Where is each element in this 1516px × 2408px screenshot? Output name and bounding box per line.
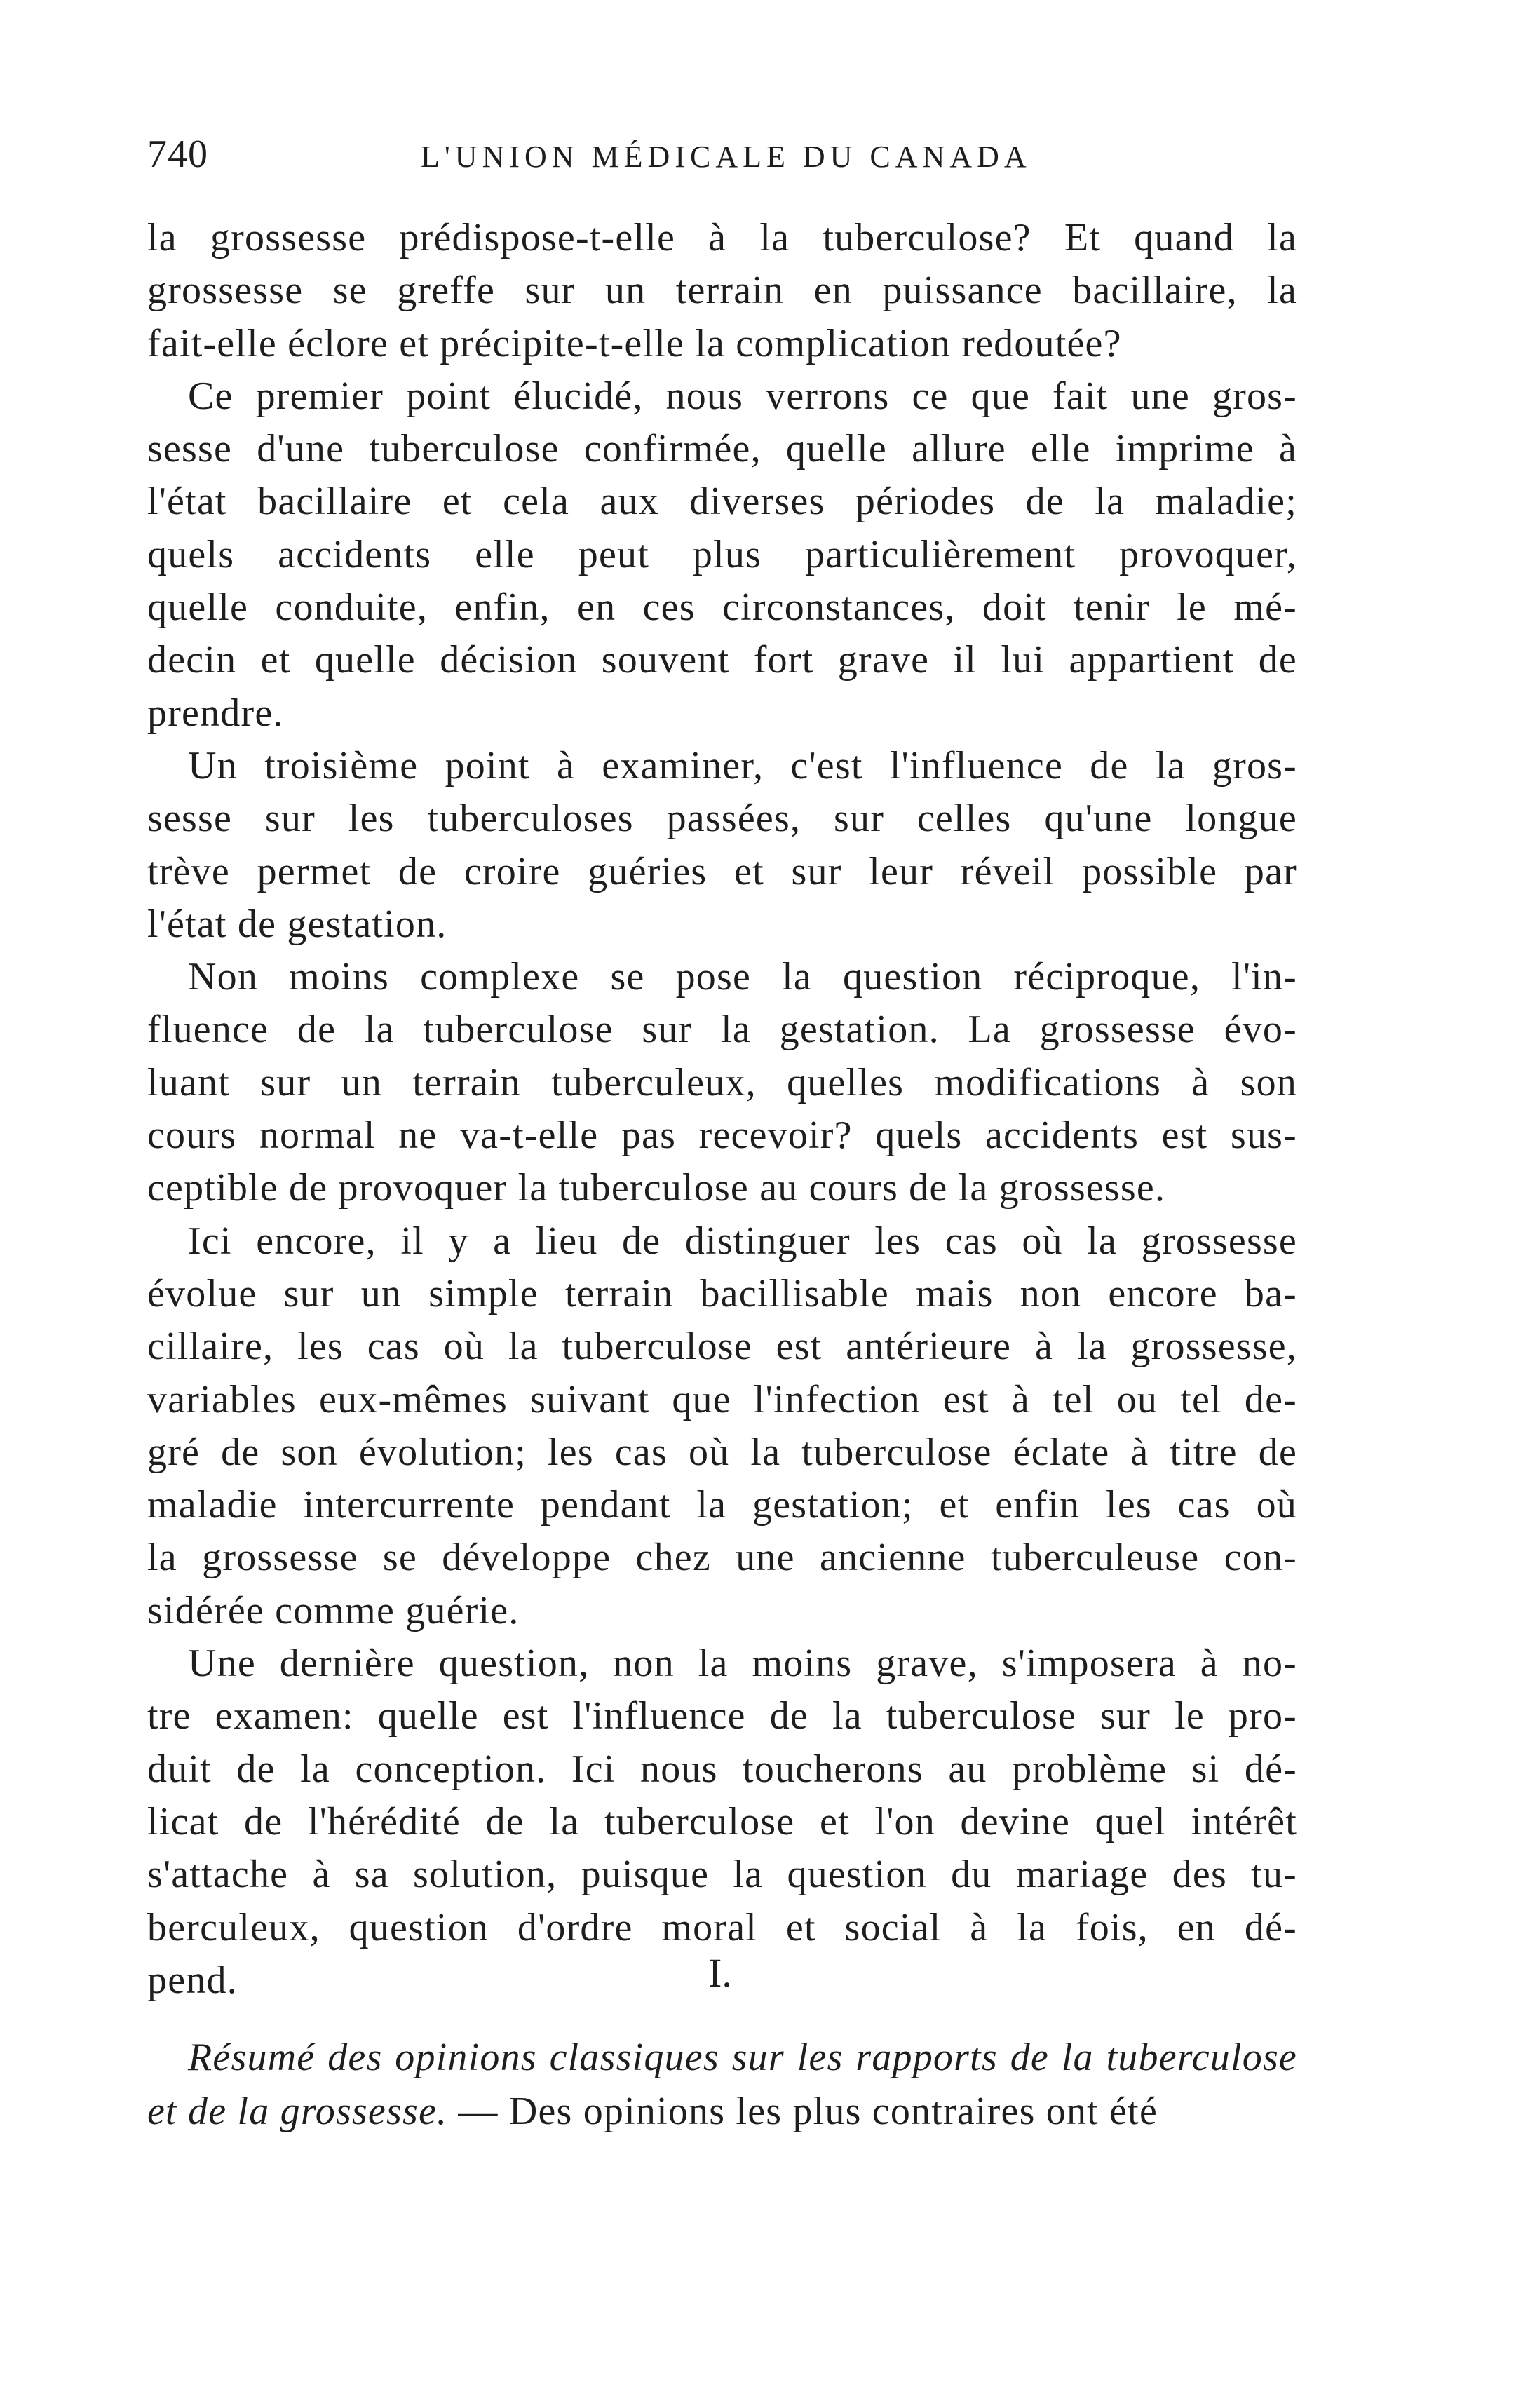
text-line: pend.	[147, 1958, 238, 2002]
text-line: variables eux-mêmes suivant que l'infection est à tel ou tel de-	[147, 1377, 1297, 1421]
section-heading	[147, 2031, 1297, 2139]
text-line: ceptible de provoquer la tuberculose au cours de la grossesse.	[147, 1166, 1166, 1210]
text-line: decin et quelle décision souvent fort grave il lui appartient de	[147, 638, 1297, 682]
text-line: sidérée comme guérie.	[147, 1588, 520, 1632]
text-line: fluence de la tuberculose sur la gestation. La grossesse évo-	[147, 1008, 1297, 1052]
text-line: quelle conduite, enfin, en ces circonstances, doit tenir le mé-	[147, 586, 1297, 630]
text-line: tre examen: quelle est l'influence de la tuberculose sur le pro-	[147, 1694, 1297, 1738]
page-number: 740	[147, 133, 208, 176]
text-line: luant sur un terrain tuberculeux, quelles modifications à son	[147, 1060, 1297, 1104]
running-head	[147, 130, 1297, 179]
text-line: cillaire, les cas où la tuberculose est antérieure à la grossesse,	[147, 1325, 1297, 1369]
text-line: gré de son évolution; les cas où la tuberculose éclate à titre de	[147, 1430, 1297, 1474]
text-line: sesse d'une tuberculose confirmée, quelle allure elle imprime à	[147, 427, 1297, 471]
text-line: Ce premier point élucidé, nous verrons ce que fait une gros-	[188, 374, 1297, 418]
text-line: duit de la conception. Ici nous toucherons au problème si dé-	[147, 1747, 1297, 1791]
text-line: Non moins complexe se pose la question réciproque, l'in-	[188, 955, 1297, 999]
text-line: maladie intercurrente pendant la gestation; et enfin les cas où	[147, 1483, 1297, 1527]
journal-title: L'UNION MÉDICALE DU CANADA	[421, 140, 1031, 174]
section-heading-italic: et de la grossesse.	[147, 2090, 448, 2133]
text-line: la grossesse se développe chez une ancienne tuberculeuse con-	[147, 1536, 1297, 1580]
section-heading-line	[147, 2085, 1297, 2139]
text-line: l'état bacillaire et cela aux diverses périodes de la maladie;	[147, 480, 1297, 524]
text-line: cours normal ne va-t-elle pas recevoir? quels accidents est sus-	[147, 1114, 1297, 1158]
text-line: Un troisième point à examiner, c'est l'influence de la gros-	[188, 743, 1297, 787]
body-text	[147, 212, 1297, 2007]
text-line: prendre.	[147, 691, 284, 735]
text-line: évolue sur un simple terrain bacillisable mais non encore ba-	[147, 1271, 1297, 1315]
text-line: Ici encore, il y a lieu de distinguer les cas où la grossesse	[188, 1219, 1297, 1263]
text-line: grossesse se greffe sur un terrain en puissance bacillaire, la	[147, 269, 1297, 313]
text-line: s'attache à sa solution, puisque la question du mariage des tu-	[147, 1853, 1297, 1897]
text-line: l'état de gestation.	[147, 902, 447, 946]
text-line: sesse sur les tuberculoses passées, sur celles qu'une longue	[147, 797, 1297, 841]
text-line: la grossesse prédispose-t-elle à la tuberculose? Et quand la	[147, 216, 1297, 259]
text-line: licat de l'hérédité de la tuberculose et l'on devine quel intérêt	[147, 1799, 1297, 1844]
section-number: I.	[708, 1950, 732, 1996]
text-line: fait-elle éclore et précipite-t-elle la complication redoutée?	[147, 321, 1122, 365]
section-text: — Des opinions les plus contraires ont été	[447, 2090, 1158, 2133]
section-heading-line: Résumé des opinions classiques sur les rapports de la tuberculose	[188, 2036, 1297, 2079]
text-line: Une dernière question, non la moins grave, s'imposera à no-	[188, 1642, 1297, 1686]
text-line: trève permet de croire guéries et sur leur réveil possible par	[147, 849, 1297, 893]
text-line: quels accidents elle peut plus particulièrement provoquer,	[147, 532, 1297, 576]
text-line: berculeux, question d'ordre moral et social à la fois, en dé-	[147, 1905, 1297, 1949]
